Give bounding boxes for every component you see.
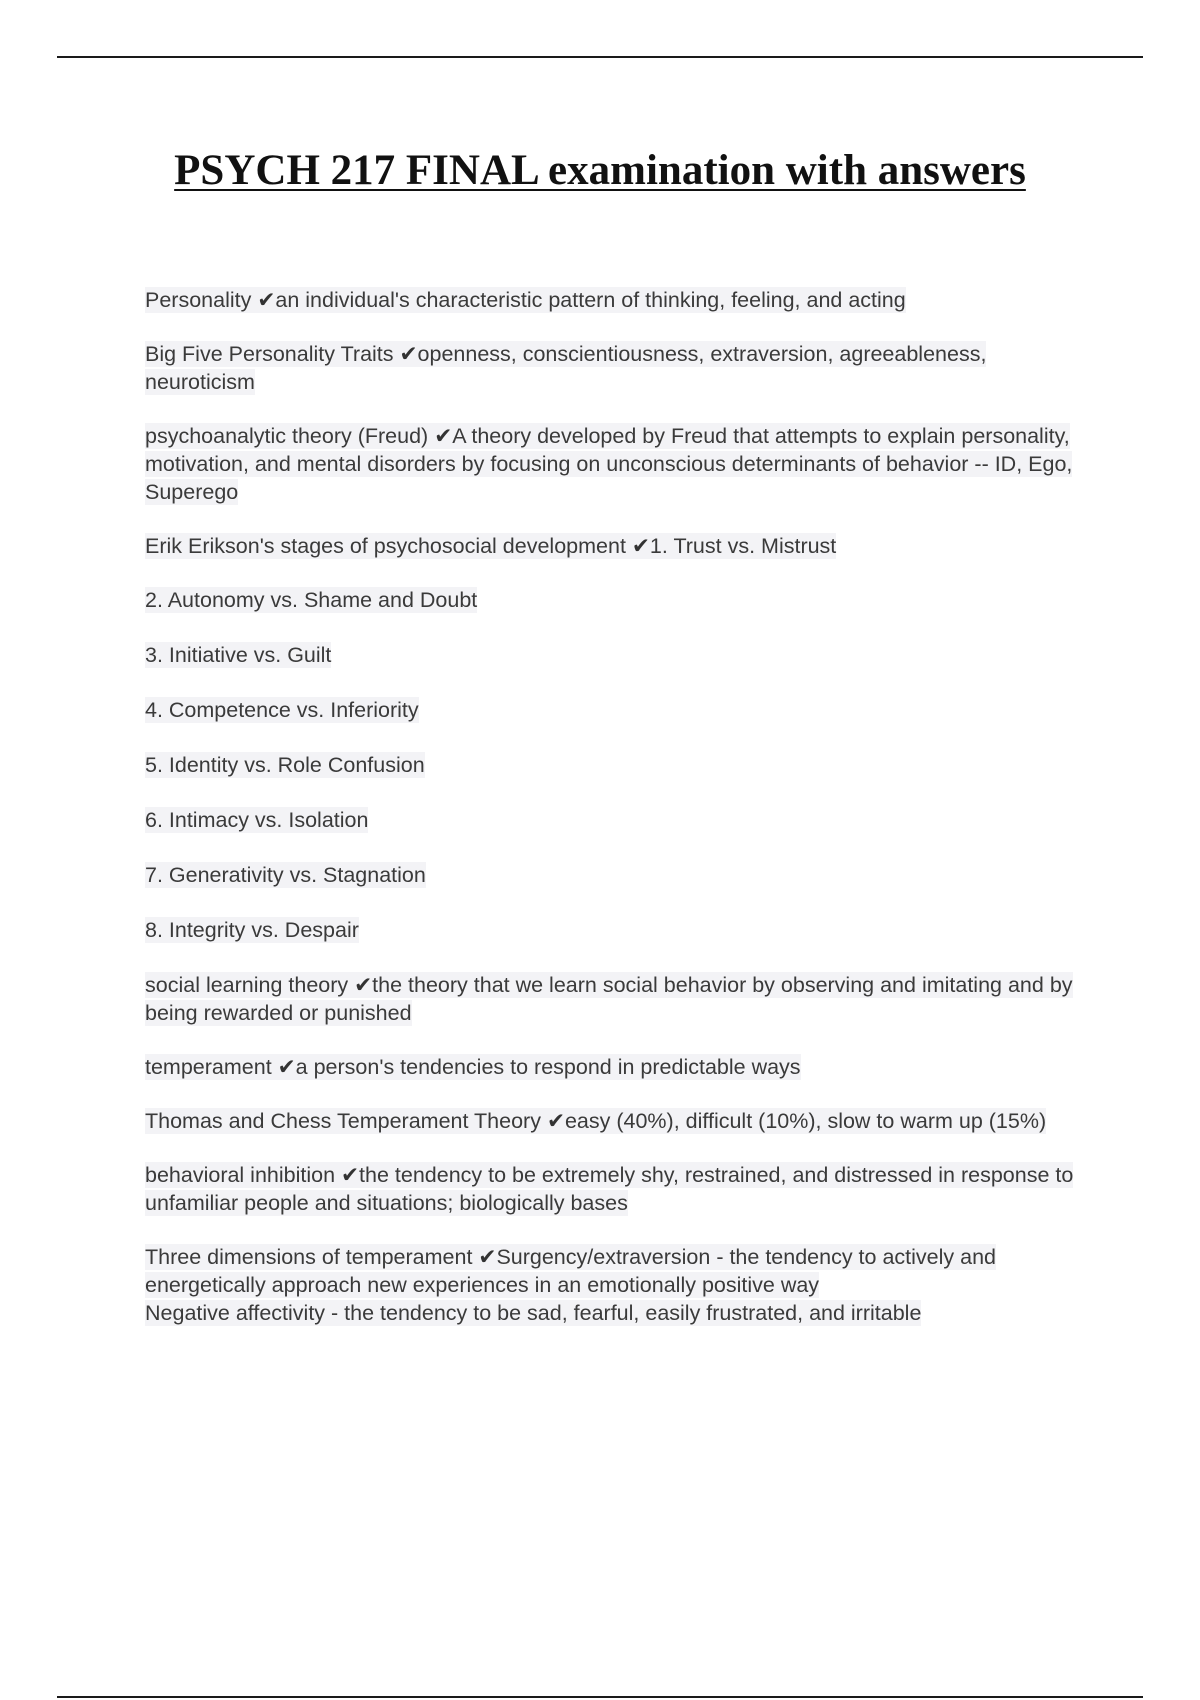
- qa-entry-personality: [145, 286, 1085, 314]
- term: Three dimensions of temperament: [145, 1245, 473, 1269]
- definition: a person's tendencies to respond in predictable ways: [295, 1055, 801, 1079]
- check-icon: ✔: [354, 973, 373, 997]
- check-icon: ✔: [277, 1055, 296, 1079]
- erikson-stage-7: [145, 861, 1085, 889]
- term: behavioral inhibition: [145, 1163, 336, 1187]
- stage-text: 6. Intimacy vs. Isolation: [145, 808, 369, 832]
- check-icon: ✔: [399, 342, 418, 366]
- qa-entry-behavioral-inhibition: [145, 1161, 1085, 1217]
- erikson-stage-8: [145, 916, 1085, 944]
- check-icon: ✔: [434, 424, 453, 448]
- document-title-text: PSYCH 217 FINAL examination with answers: [174, 147, 1026, 194]
- stage-text: 4. Competence vs. Inferiority: [145, 698, 419, 722]
- qa-entry-erikson: [145, 532, 1085, 560]
- qa-entry-psychoanalytic: [145, 422, 1085, 506]
- qa-list: [145, 286, 1085, 1327]
- erikson-stage-4: [145, 696, 1085, 724]
- term: Thomas and Chess Temperament Theory: [145, 1109, 541, 1133]
- check-icon: ✔: [478, 1245, 497, 1269]
- definition-continued: Negative affectivity - the tendency to be sad, fearful, easily frustrated, and irritable: [145, 1301, 922, 1325]
- qa-entry-big-five: [145, 340, 1085, 396]
- definition: the tendency to be extremely shy, restrained, and distressed in response to unfamiliar people and situations; biologically bases: [145, 1163, 1074, 1215]
- term: social learning theory: [145, 973, 349, 997]
- erikson-stage-5: [145, 751, 1085, 779]
- term: Erik Erikson's stages of psychosocial development: [145, 534, 626, 558]
- document-title: [100, 143, 1100, 198]
- qa-entry-thomas-chess: [145, 1107, 1085, 1135]
- definition: the theory that we learn social behavior by observing and imitating and by being rewarded or punished: [145, 973, 1073, 1025]
- stage-text: 3. Initiative vs. Guilt: [145, 643, 332, 667]
- stage-text: 5. Identity vs. Role Confusion: [145, 753, 425, 777]
- term: Big Five Personality Traits: [145, 342, 394, 366]
- definition: easy (40%), difficult (10%), slow to warm up (15%): [564, 1109, 1047, 1133]
- term: temperament: [145, 1055, 272, 1079]
- term: psychoanalytic theory (Freud): [145, 424, 429, 448]
- erikson-stage-2: [145, 586, 1085, 614]
- check-icon: ✔: [341, 1163, 360, 1187]
- qa-entry-social-learning: [145, 971, 1085, 1027]
- definition: openness, conscientiousness, extraversion, agreeableness, neuroticism: [145, 342, 987, 394]
- definition: an individual's characteristic pattern of thinking, feeling, and acting: [275, 288, 906, 312]
- stage-text: 8. Integrity vs. Despair: [145, 918, 359, 942]
- definition: Surgency/extraversion - the tendency to actively and energetically approach new experiences in an emotionally positive way: [145, 1245, 996, 1297]
- erikson-stage-6: [145, 806, 1085, 834]
- definition: A theory developed by Freud that attempts to explain personality, motivation, and mental disorders by focusing on unconscious determinants of behavior -- ID, Ego, Superego: [145, 424, 1073, 504]
- top-rule: [57, 56, 1143, 58]
- definition: 1. Trust vs. Mistrust: [649, 534, 837, 558]
- stage-text: 2. Autonomy vs. Shame and Doubt: [145, 588, 478, 612]
- bottom-rule: [57, 1696, 1143, 1698]
- check-icon: ✔: [631, 534, 650, 558]
- term: Personality: [145, 288, 252, 312]
- check-icon: ✔: [257, 288, 276, 312]
- check-icon: ✔: [546, 1109, 565, 1133]
- qa-entry-temperament: [145, 1053, 1085, 1081]
- qa-entry-three-dimensions: [145, 1243, 1085, 1327]
- stage-text: 7. Generativity vs. Stagnation: [145, 863, 426, 887]
- erikson-stage-3: [145, 641, 1085, 669]
